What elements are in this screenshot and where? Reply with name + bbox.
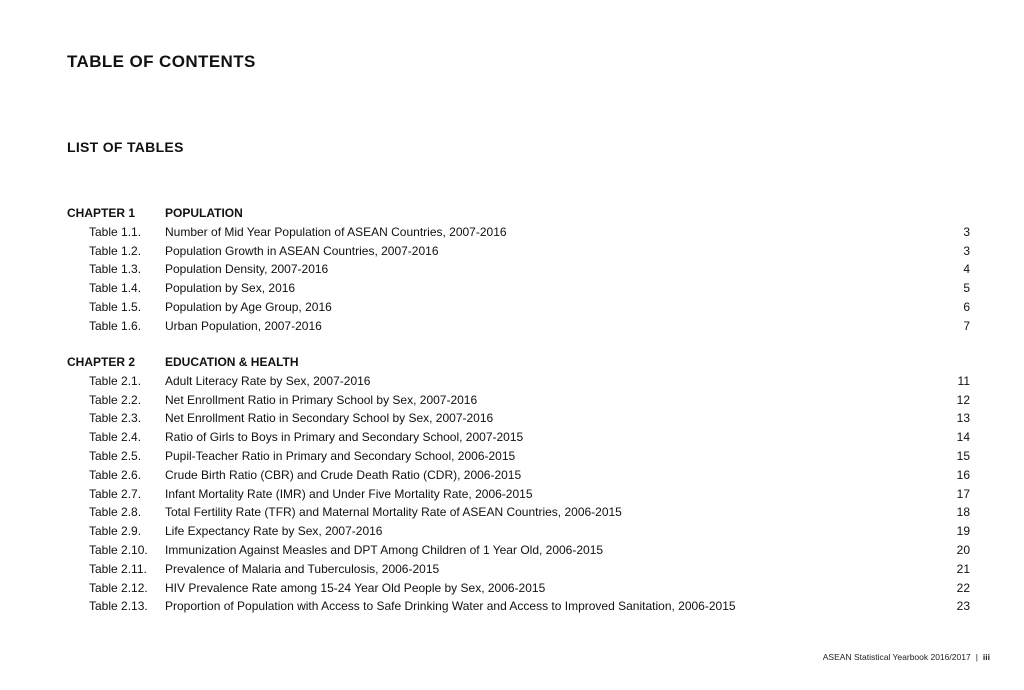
table-title: Immunization Against Measles and DPT Among Children of 1 Year Old, 2006-2015 <box>165 542 604 557</box>
toc-entry[interactable] <box>0 579 1024 598</box>
toc-entry[interactable] <box>0 260 1024 279</box>
table-number: Table 2.10. <box>89 542 148 557</box>
page-number: 17 <box>956 486 970 501</box>
table-number: Table 1.4. <box>89 281 142 296</box>
table-number: Table 1.2. <box>89 243 142 258</box>
chapter-heading <box>0 353 1024 372</box>
chapter-heading <box>0 204 1024 223</box>
toc-entry[interactable] <box>0 541 1024 560</box>
toc-entry[interactable] <box>0 409 1024 428</box>
table-title: Life Expectancy Rate by Sex, 2007-2016 <box>165 524 383 539</box>
page-number: 19 <box>956 524 970 539</box>
table-number: Table 2.13. <box>89 599 148 614</box>
table-title: Total Fertility Rate (TFR) and Maternal Mortality Rate of ASEAN Countries, 2006-2015 <box>165 505 622 520</box>
table-title: Prevalence of Malaria and Tuberculosis, 2006-2015 <box>165 561 440 576</box>
table-number: Table 1.1. <box>89 224 142 239</box>
table-number: Table 1.5. <box>89 299 142 314</box>
section-title-list-of-tables: LIST OF TABLES <box>67 139 184 155</box>
toc-entry[interactable] <box>0 485 1024 504</box>
toc-entry[interactable] <box>0 428 1024 447</box>
page-number: 13 <box>956 411 970 426</box>
toc-entry[interactable] <box>0 560 1024 579</box>
page-number: 6 <box>963 299 970 314</box>
table-title: Crude Birth Ratio (CBR) and Crude Death Ratio (CDR), 2006-2015 <box>165 467 522 482</box>
table-number: Table 2.9. <box>89 524 142 539</box>
page-number: 21 <box>956 561 970 576</box>
publication-name: ASEAN Statistical Yearbook 2016/2017 <box>822 652 971 662</box>
table-title: HIV Prevalence Rate among 15-24 Year Old People by Sex, 2006-2015 <box>165 580 546 595</box>
page-number: 12 <box>956 392 970 407</box>
table-number: Table 2.3. <box>89 411 142 426</box>
page-number: 7 <box>963 318 970 333</box>
table-number: Table 1.3. <box>89 262 142 277</box>
page-number: 23 <box>956 599 970 614</box>
page-number: 5 <box>963 281 970 296</box>
page-number: 3 <box>963 224 970 239</box>
table-title: Urban Population, 2007-2016 <box>165 318 322 333</box>
page-number: 4 <box>963 262 970 277</box>
toc-entry[interactable] <box>0 391 1024 410</box>
toc-entry[interactable] <box>0 372 1024 391</box>
chapter-2-section <box>0 353 1024 616</box>
table-title: Infant Mortality Rate (IMR) and Under Five Mortality Rate, 2006-2015 <box>165 486 533 501</box>
table-number: Table 2.12. <box>89 580 148 595</box>
chapter-1-section <box>0 204 1024 336</box>
page-number: 11 <box>957 373 970 388</box>
page-footer <box>823 652 990 662</box>
toc-entry[interactable] <box>0 466 1024 485</box>
table-number: Table 2.11. <box>89 561 147 576</box>
table-number: Table 2.7. <box>89 486 142 501</box>
table-title: Population Growth in ASEAN Countries, 2007-2016 <box>165 243 439 258</box>
chapter-name: POPULATION <box>165 206 243 220</box>
footer-separator: | <box>975 652 978 662</box>
page-number: 16 <box>956 467 970 482</box>
page-number: 22 <box>956 580 970 595</box>
toc-entry[interactable] <box>0 503 1024 522</box>
toc-entry[interactable] <box>0 447 1024 466</box>
chapter-label: CHAPTER 2 <box>67 355 136 369</box>
table-title: Adult Literacy Rate by Sex, 2007-2016 <box>165 373 371 388</box>
toc-entry[interactable] <box>0 317 1024 336</box>
toc-entry[interactable] <box>0 242 1024 261</box>
table-title: Net Enrollment Ratio in Secondary School by Sex, 2007-2016 <box>165 411 494 426</box>
footer-page-number: iii <box>982 652 990 662</box>
table-number: Table 2.8. <box>89 505 142 520</box>
page-number: 14 <box>956 430 970 445</box>
table-number: Table 1.6. <box>89 318 142 333</box>
table-title: Population Density, 2007-2016 <box>165 262 329 277</box>
toc-entry[interactable] <box>0 522 1024 541</box>
table-title: Pupil-Teacher Ratio in Primary and Secondary School, 2006-2015 <box>165 448 516 463</box>
toc-entry[interactable] <box>0 298 1024 317</box>
table-number: Table 2.6. <box>89 467 142 482</box>
table-title: Net Enrollment Ratio in Primary School by Sex, 2007-2016 <box>165 392 478 407</box>
table-title: Ratio of Girls to Boys in Primary and Secondary School, 2007-2015 <box>165 430 524 445</box>
page-number: 20 <box>956 542 970 557</box>
toc-entry[interactable] <box>0 223 1024 242</box>
chapter-name: EDUCATION & HEALTH <box>165 355 299 369</box>
page-number: 3 <box>963 243 970 258</box>
page-number: 15 <box>956 448 970 463</box>
table-number: Table 2.4. <box>89 430 142 445</box>
toc-entry[interactable] <box>0 597 1024 616</box>
table-number: Table 2.1. <box>89 373 142 388</box>
table-title: Population by Sex, 2016 <box>165 281 296 296</box>
table-title: Population by Age Group, 2016 <box>165 299 332 314</box>
toc-entry[interactable] <box>0 279 1024 298</box>
table-number: Table 2.2. <box>89 392 142 407</box>
page-number: 18 <box>956 505 970 520</box>
table-title: Number of Mid Year Population of ASEAN Countries, 2007-2016 <box>165 224 507 239</box>
table-number: Table 2.5. <box>89 448 142 463</box>
page-title: TABLE OF CONTENTS <box>67 52 256 71</box>
chapter-label: CHAPTER 1 <box>67 206 136 220</box>
table-title: Proportion of Population with Access to Safe Drinking Water and Access to Improved Sanitation, 2006-2015 <box>165 599 736 614</box>
